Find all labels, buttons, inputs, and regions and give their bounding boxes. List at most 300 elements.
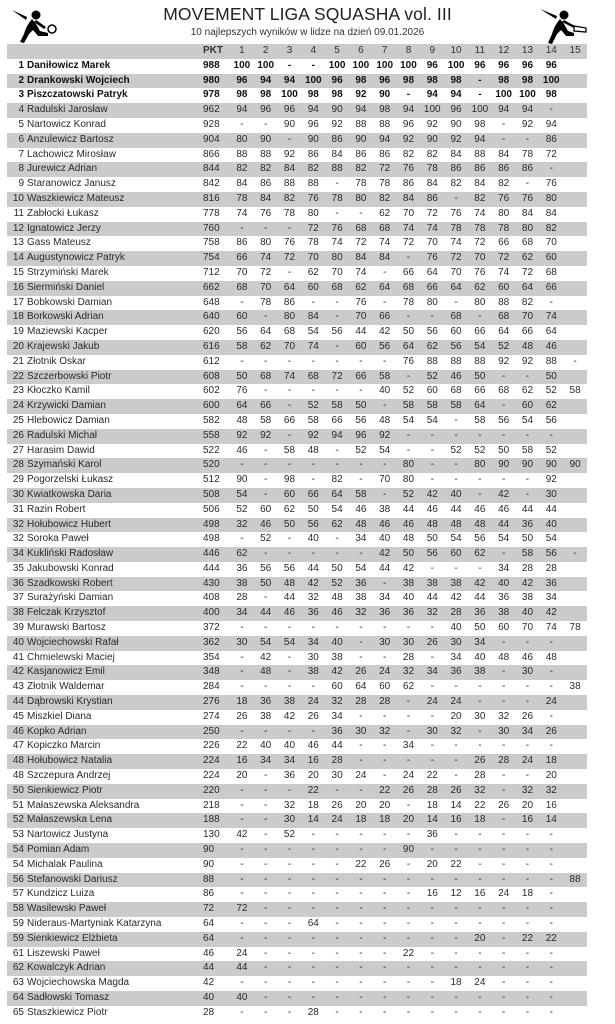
player-name: Borkowski Adrian [27,311,104,323]
round-score-cell: 82 [468,192,492,207]
round-score-cell [563,636,587,651]
round-score-cell: 100 [257,59,275,71]
player-name: Wojciechowski Rafał [27,636,119,648]
round-score-cell: - [301,961,325,976]
player-name: Szadkowski Robert [27,577,113,589]
round-score-cell: - [264,355,268,367]
round-score-cell: 60 [331,681,343,693]
round-score-cell: - [254,991,278,1006]
round-score-cell: 86 [260,178,272,190]
round-score-cell: - [311,474,315,486]
player-cell [7,961,199,976]
round-score-cell: 100 [495,89,512,101]
round-score-cell: - [349,932,373,947]
points-cell: 42 [203,977,215,989]
points-cell: 754 [199,251,230,266]
player-cell [7,754,199,769]
round-score-cell: 42 [373,547,397,562]
round-score-cell: - [254,813,278,828]
round-score-cell: - [264,118,268,130]
player-rank: 47 [12,740,24,752]
round-score-cell: 100 [233,59,251,71]
round-score-cell: 40 [379,385,391,397]
table-row [7,207,587,222]
round-score-cell: 34 [402,740,415,752]
player-name: Nideraus-Martyniak Katarzyna [27,918,162,930]
round-score-cell: 32 [420,606,444,621]
round-score-cell: - [325,843,349,858]
round-score-cell: - [525,770,530,782]
player-rank: 40 [12,636,24,648]
round-score-cell: 54 [450,533,462,545]
round-score-cell: 84 [373,251,397,266]
round-score-cell: 34 [331,710,343,722]
round-score-cell [563,532,587,547]
round-score-cell: - [230,725,254,740]
round-score-cell: 36 [426,829,438,841]
round-score-cell: - [278,784,302,799]
player-rank: 46 [12,725,24,737]
round-score-cell: 44 [254,606,278,621]
round-score-cell: 24 [355,770,367,782]
round-score-cell: 92 [301,429,325,444]
player-rank: 43 [12,681,24,693]
round-score-cell: 74 [474,207,486,219]
round-score-cell [563,325,587,340]
points-cell: 408 [203,592,220,604]
round-score-cell: - [539,636,563,651]
round-score-cell: - [420,991,444,1006]
round-score-cell: - [335,622,339,634]
round-score-cell: 70 [379,474,391,486]
player-rank: 10 [12,192,24,204]
round-score-cell: - [287,651,292,663]
player-cell [7,710,199,725]
round-score-cell: 76 [301,192,325,207]
round-score-cell: - [525,858,530,870]
round-score-cell: 96 [325,74,349,89]
round-score-cell: 60 [444,547,468,562]
round-score-cell: - [501,1006,506,1018]
round-score-cell: 56 [420,547,444,562]
round-score-cell: 98 [283,474,296,486]
round-score-cell: 36 [539,577,563,592]
round-score-cell: 58 [420,399,444,414]
round-score-cell: 22 [516,932,540,947]
round-score-cell [563,503,587,518]
round-score-cell: 96 [521,59,534,71]
column-header-round: 10 [444,44,468,59]
round-score-cell: 50 [307,503,319,515]
round-score-cell: 50 [230,370,254,385]
table-row [7,769,587,784]
round-score-cell: 86 [236,237,248,249]
round-score-cell: 56 [236,326,248,338]
round-score-cell: 28 [236,592,248,604]
table-row [7,429,587,444]
round-score-cell: 62 [254,340,278,355]
round-score-cell: 100 [447,59,465,71]
round-score-cell: - [501,118,506,130]
round-score-cell: 64 [325,488,349,503]
player-rank: 11 [13,207,24,219]
round-score-cell: - [254,458,278,473]
table-row [7,695,587,710]
player-rank: 30 [12,488,24,500]
table-row [7,118,587,133]
round-score-cell: 88 [563,873,587,888]
round-score-cell: - [383,355,387,367]
player-cell [7,74,199,89]
table-row [7,532,587,547]
round-score-cell: - [383,977,387,989]
round-score-cell: 96 [373,74,397,89]
round-score-cell: 68 [545,266,557,278]
round-score-cell: 48 [236,414,248,426]
round-score-cell: 68 [373,222,397,237]
round-score-cell: 42 [301,577,325,592]
round-score-cell: - [335,533,339,545]
round-score-cell: 76 [397,162,421,177]
player-rank: 57 [12,888,24,900]
round-score-cell: 58 [474,414,486,426]
round-score-cell: 56 [498,414,510,426]
table-row [7,384,587,399]
round-score-cell: - [525,740,530,752]
player-rank: 2 [18,74,24,86]
round-score-cell: 98 [373,103,397,118]
round-score-cell: 94 [468,133,492,148]
round-score-cell: 48 [498,651,510,663]
round-score-cell: 26 [498,799,510,811]
round-score-cell: 82 [230,162,254,177]
player-cell [7,1006,199,1021]
round-score-cell: 72 [355,237,367,249]
table-row [7,325,587,340]
round-score-cell: 46 [278,606,302,621]
round-score-cell: - [468,902,492,917]
round-score-cell: 58 [521,444,534,456]
round-score-cell: 50 [426,533,438,545]
round-score-cell [563,606,587,621]
round-score-cell: 24 [498,888,510,900]
round-score-cell: 70 [468,251,492,266]
round-score-cell: 70 [254,281,278,296]
round-score-cell: 52 [492,340,516,355]
round-score-cell: 84 [397,192,421,207]
round-score-cell: 82 [402,148,415,160]
round-score-cell: - [278,429,302,444]
round-score-cell: 70 [331,266,343,278]
squash-player-icon [8,6,68,46]
round-score-cell: 38 [492,606,516,621]
round-score-cell: - [549,947,553,959]
round-score-cell: - [406,888,411,900]
round-score-cell: 38 [278,695,302,710]
round-score-cell [563,59,587,74]
player-cell [7,310,199,325]
round-score-cell: - [501,474,506,486]
round-score-cell: 36 [254,695,278,710]
round-score-cell: 78 [521,148,534,160]
table-row [7,577,587,592]
round-score-cell: - [335,296,339,308]
round-score-cell [563,739,587,754]
round-score-cell: 60 [349,340,373,355]
round-score-cell: 84 [349,251,373,266]
points-cell: 498 [199,518,230,533]
player-rank: 23 [12,385,24,397]
round-score-cell: - [240,622,244,634]
round-score-cell: 48 [278,577,302,592]
round-score-cell: - [549,858,553,870]
round-score-cell: 28 [521,562,534,574]
round-score-cell: 74 [498,266,510,278]
player-cell [7,665,199,680]
round-score-cell: 28 [349,695,373,710]
round-score-cell: 40 [492,577,516,592]
round-score-cell: 64 [307,918,319,930]
player-rank: 34 [12,548,24,560]
round-score-cell: 56 [331,326,343,338]
round-score-cell: - [264,622,268,634]
points-cell: 224 [199,754,230,769]
player-rank: 22 [12,370,24,382]
table-row [7,103,587,118]
round-score-cell: 76 [283,237,296,249]
round-score-cell [563,651,587,666]
round-score-cell: - [406,1006,411,1018]
points-cell: 928 [203,118,220,130]
round-score-cell: - [349,458,373,473]
player-cell [7,148,199,163]
round-score-cell: - [454,770,458,782]
round-score-cell: 70 [402,207,415,219]
round-score-cell [563,518,587,533]
table-row [7,251,587,266]
round-score-cell: 72 [521,266,534,278]
round-score-cell: - [264,474,268,486]
player-name: Daniłowicz Marek [27,59,111,71]
round-score-cell: - [430,1006,434,1018]
round-score-cell: - [359,740,363,752]
round-score-cell: - [468,74,492,89]
round-score-cell: 60 [278,488,302,503]
round-score-cell: 76 [545,178,557,190]
player-rank: 53 [12,829,24,841]
round-score-cell: 40 [444,488,468,503]
round-score-cell: - [406,829,411,841]
round-score-cell: - [287,385,292,397]
points-cell: 816 [199,192,230,207]
round-score-cell: 98 [444,74,468,89]
round-score-cell: - [549,1006,553,1018]
points-cell: 962 [199,103,230,118]
round-score-cell: 94 [397,103,421,118]
table-row [7,177,587,192]
round-score-cell: 78 [420,162,444,177]
round-score-cell: 50 [521,533,534,545]
round-score-cell [563,162,587,177]
round-score-cell: - [311,829,315,841]
points-cell: 88 [199,873,230,888]
round-score-cell: - [468,725,492,740]
round-score-cell: - [573,355,577,367]
round-score-cell: - [373,991,397,1006]
round-score-cell: 38 [468,665,492,680]
points-cell: 980 [199,74,230,89]
round-score-cell: 46 [373,518,397,533]
player-cell [7,251,199,266]
round-score-cell: 64 [230,399,254,414]
round-score-cell: - [278,133,302,148]
player-cell [7,725,199,740]
round-score-cell: 66 [283,414,296,426]
player-rank: 64 [12,992,24,1003]
round-score-cell: 36 [236,562,248,574]
round-score-cell [563,133,587,148]
points-cell: 130 [203,829,220,841]
round-score-cell: - [311,385,315,397]
round-score-cell: - [383,266,387,278]
player-cell [7,473,199,488]
round-score-cell: 44 [492,518,516,533]
player-name: Dąbrowski Krystian [27,696,113,708]
table-row [7,562,587,577]
round-score-cell: - [325,310,349,325]
round-score-cell: 14 [420,813,444,828]
player-rank: 27 [12,444,24,456]
round-score-cell: - [549,888,553,900]
round-score-cell: 52 [355,444,367,456]
round-score-cell: 60 [260,503,272,515]
round-score-cell: 72 [230,902,254,917]
points-cell: 512 [203,474,220,486]
round-score-cell: - [501,858,506,870]
round-score-cell: 86 [468,162,492,177]
round-score-cell: - [287,858,292,870]
round-score-cell: - [406,444,411,456]
round-score-cell: 16 [230,754,254,769]
column-header-round: 1 [230,44,254,59]
round-score-cell: - [397,695,421,710]
round-score-cell: 38 [397,577,421,592]
round-score-cell: 68 [283,326,296,338]
round-score-cell: 90 [379,89,391,101]
round-score-cell: 90 [349,133,373,148]
round-score-cell: 54 [331,503,343,515]
player-cell [7,621,199,636]
round-score-cell: - [539,665,563,680]
round-score-cell: 44 [331,740,343,752]
points-cell: 612 [203,355,220,367]
round-score-cell: 82 [521,296,534,308]
points-cell: 220 [199,784,230,799]
round-score-cell: 58 [349,488,373,503]
player-cell [7,370,199,385]
round-score-cell: - [335,444,339,456]
player-name: Złotnik Oskar [27,355,86,367]
player-cell [7,207,199,222]
round-score-cell: 24 [402,770,415,782]
round-score-cell: 94 [373,133,397,148]
round-score-cell: 52 [283,829,296,841]
round-score-cell: 90 [420,133,444,148]
round-score-cell: - [325,873,349,888]
round-score-cell: 64 [397,340,421,355]
round-score-cell: - [478,89,482,101]
round-score-cell: - [468,488,492,503]
round-score-cell: - [254,547,278,562]
round-score-cell [563,695,587,710]
player-name: Jakubowski Konrad [27,562,114,574]
round-score-cell: - [278,873,302,888]
round-score-cell: 18 [307,799,319,811]
round-score-cell: 54 [426,414,438,426]
round-score-cell: 66 [331,414,343,426]
round-score-cell: 94 [426,89,438,101]
round-score-cell: - [311,977,315,989]
round-score-cell: 70 [426,237,438,249]
round-score-cell: - [287,266,292,278]
round-score-cell: 30 [349,725,373,740]
round-score-cell: 84 [426,178,438,190]
column-header-round: 4 [301,44,325,59]
round-score-cell: - [549,296,553,308]
round-score-cell: - [359,947,363,959]
round-score-cell [563,74,587,89]
player-cell [7,739,199,754]
round-score-cell: - [301,725,325,740]
round-score-cell: - [478,829,482,841]
round-score-cell: - [359,710,363,722]
round-score-cell: 36 [516,518,540,533]
round-score-cell: 92 [498,355,510,367]
round-score-cell: 88 [355,118,367,130]
round-score-cell: - [359,829,363,841]
round-score-cell: 96 [498,59,510,71]
player-name: Staszkiewicz Piotr [27,1006,108,1018]
round-score-cell: - [406,858,411,870]
round-score-cell: - [492,843,516,858]
player-name: Kopko Adrian [27,725,87,737]
round-score-cell: - [478,681,482,693]
round-score-cell: 58 [373,370,397,385]
round-score-cell: 66 [230,251,254,266]
round-score-cell [563,296,587,311]
round-score-cell: - [264,799,268,811]
round-score-cell: 68 [450,385,462,397]
points-cell: 978 [203,89,220,101]
round-score-cell: 60 [301,281,325,296]
player-cell [7,577,199,592]
round-score-cell: 20 [468,932,492,947]
round-score-cell: - [525,918,530,930]
player-cell [7,680,199,695]
player-name: Wojciechowska Magda [27,977,130,989]
round-score-cell: 68 [492,310,516,325]
round-score-cell: 46 [474,503,486,515]
round-score-cell: - [383,918,387,930]
round-score-cell: - [349,991,373,1006]
round-score-cell: 28 [474,770,486,782]
round-score-cell: 62 [420,340,444,355]
column-header-round: 5 [325,44,349,59]
round-score-cell: 98 [516,74,540,89]
round-score-cell: 64 [498,326,510,338]
column-header-points: PKT [199,44,230,59]
player-name: Pogorzelski Łukasz [27,474,114,486]
